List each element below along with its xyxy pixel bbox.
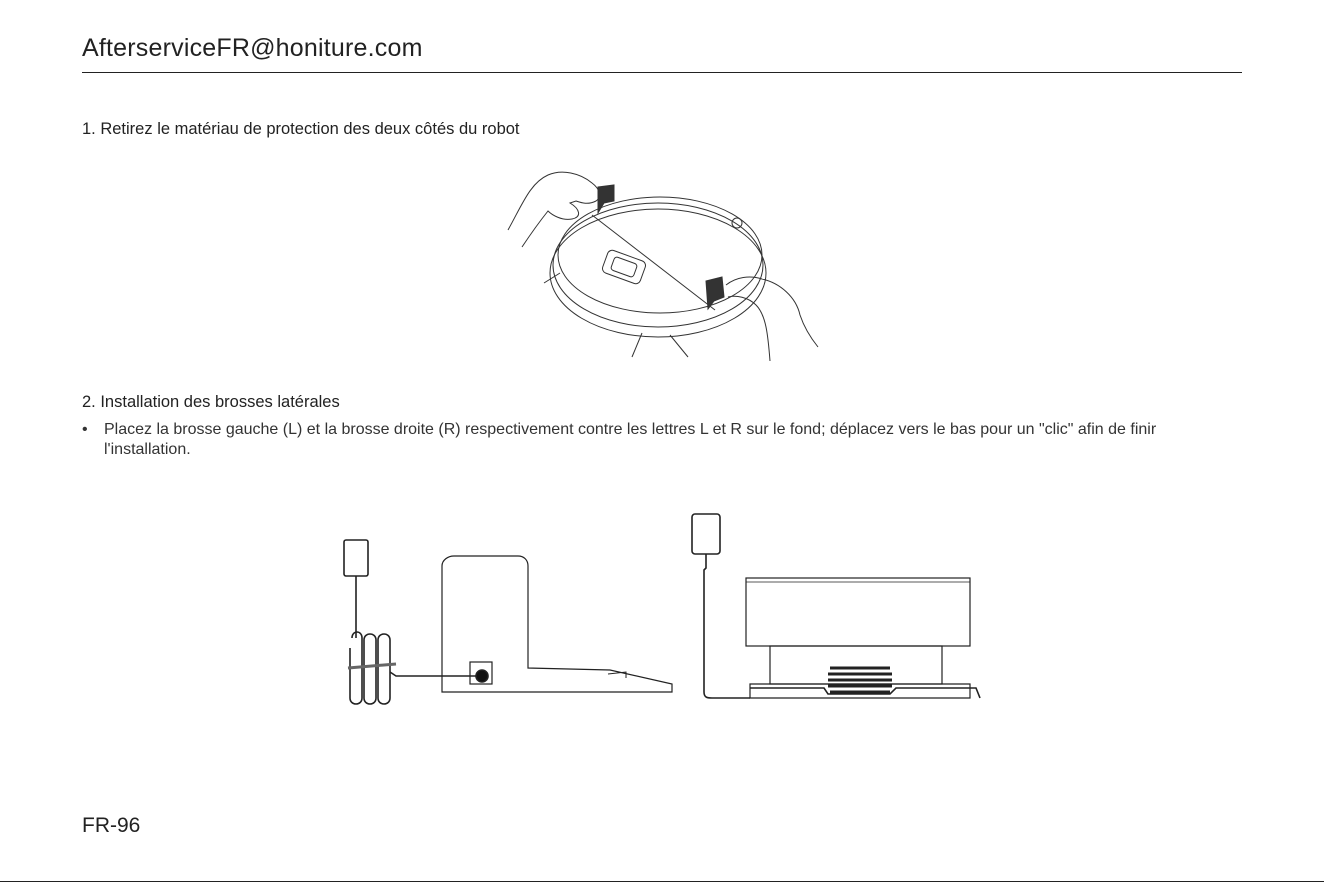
side-brush-left [544,273,560,283]
step-2-title: 2. Installation des brosses latérales [82,393,340,411]
left-hand [508,172,599,247]
power-adapter-right [692,514,720,554]
footer-divider [0,881,1324,882]
robot-display [610,256,637,277]
page-number: FR-96 [82,814,141,837]
charging-station-illustration [330,508,990,706]
robot-bumper-ellipse [553,203,763,327]
right-hand [726,277,818,347]
dock-front-top [746,578,970,646]
step-1-title: 1. Retirez le matériau de protection des deux côtés du robot [82,120,520,138]
right-hand-lower [728,296,770,361]
dock-cable-coil [828,668,892,692]
cable-coil-2 [364,634,376,704]
header-divider [82,72,1242,73]
robot-protection-removal-illustration [500,165,830,365]
dock-front-window [770,646,942,684]
robot-seam-line [592,215,715,310]
side-brush-bottom-right [670,335,688,357]
robot-sensor [732,218,742,228]
power-adapter-left [344,540,368,576]
robot-top-ellipse [558,197,762,313]
dock-plug [476,670,488,682]
side-brush-bottom-left [632,333,642,357]
charging-dock-side [442,556,672,692]
bullet-marker: • [82,421,88,438]
robot-control-panel [601,249,647,285]
cable-coil-3 [378,634,390,704]
header-email: AfterserviceFR@honiture.com [82,34,423,62]
robot-base-ellipse [550,209,766,337]
adapter-cable-right [704,554,750,698]
dock-cable [390,672,480,676]
step-2-instruction-text: Placez la brosse gauche (L) et la brosse droite (R) respectivement contre les lettres L et R sur le fond; déplacez vers le bas pour un "clic" afin de finir l'installation. [104,421,1157,458]
cable-tie [348,664,396,668]
